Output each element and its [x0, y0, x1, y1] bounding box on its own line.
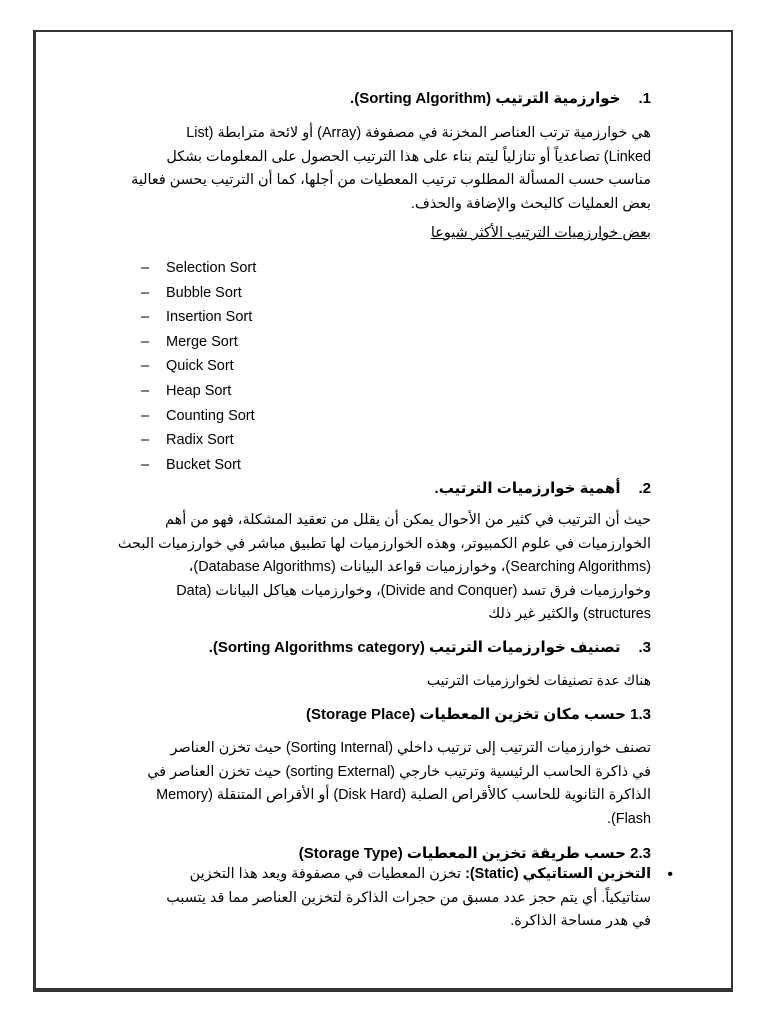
sort-name: Insertion Sort [166, 309, 253, 326]
paragraph-line: وخوارزميات فرق تسد (Divide and Conquer)، وخوارزميات هياكل البيانات (Data [176, 582, 651, 599]
paragraph-line: حيث أن الترتيب في كثير من الأحوال يمكن أن يقلل من تعقيد المشكلة، فهو من أهم [165, 512, 651, 528]
list-item [141, 404, 256, 429]
static-storage-term: التخزين الستاتيكي (Static): [465, 866, 651, 882]
section-2-3-heading: 2.3 حسب طريقة تخزين المعطيات (Storage Type) [298, 845, 651, 862]
paragraph-line: (Searching Algorithms)، وخوارزميات قواعد البيانات (Database Algorithms)، [188, 559, 651, 575]
section-1-heading [111, 89, 651, 107]
sort-name: Bucket Sort [166, 456, 241, 473]
dash-bullet: – [141, 407, 150, 424]
section-1-paragraph [111, 122, 651, 216]
section-2-number: 2. [638, 480, 651, 497]
dash-bullet: – [141, 382, 150, 399]
paragraph-line: بعض العمليات كالبحث والإضافة والحذف. [410, 195, 651, 212]
sort-name: Radix Sort [166, 432, 234, 449]
paragraph-line: structures) والكثير غير ذلك [488, 606, 651, 622]
list-item [141, 305, 256, 330]
section-2-title: أهمية خوارزميات الترتيب. [434, 480, 621, 497]
bullet-marker: • [667, 866, 673, 883]
list-item [141, 354, 256, 379]
section-1-3-heading: 1.3 حسب مكان تخزين المعطيات (Storage Place) [306, 706, 651, 723]
section-3-number: 3. [638, 639, 651, 656]
dash-bullet: – [141, 358, 150, 375]
list-item [141, 256, 256, 281]
paragraph-line: ستاتيكياً. أي يتم حجز عدد مسبق من حجرات الذاكرة لتخزين العناصر مما قد يتسبب [166, 889, 651, 906]
document-page [33, 30, 733, 992]
list-item [141, 379, 256, 404]
dash-bullet: – [141, 260, 150, 276]
section-3-heading [111, 638, 651, 656]
sort-name: Counting Sort [166, 407, 255, 424]
dash-bullet: – [141, 309, 150, 326]
paragraph-line: هي خوارزمية ترتب العناصر المخزنة في مصفوفة (Array) أو لائحة مترابطة (List [186, 125, 651, 141]
dash-bullet: – [141, 456, 150, 473]
sort-list [141, 256, 256, 477]
static-storage-bullet [106, 863, 673, 934]
paragraph-line: في هدر مساحة الذاكرة. [510, 913, 651, 929]
sort-name: Merge Sort [166, 333, 238, 350]
list-item [141, 453, 256, 478]
paragraph-line [106, 863, 651, 887]
paragraph-line: في ذاكرة الحاسب الرئيسية وترتيب خارجي (sorting External) حيث تخزن العناصر في [147, 763, 651, 780]
sort-name: Selection Sort [166, 260, 257, 276]
sort-name: Heap Sort [166, 382, 232, 399]
static-storage-desc: تخزن المعطيات في مصفوفة ويعد هذا التخزين [189, 866, 466, 882]
dash-bullet: – [141, 333, 150, 350]
list-item [141, 281, 256, 306]
paragraph-line: مناسب حسب المسألة المطلوب ترتيب المعطيات من أجلها، كما أن الترتيب يحسن فعالية [131, 172, 651, 188]
section-1-number: 1. [638, 90, 651, 107]
paragraph-line: Linked) تصاعدياً أو تنازلياً ليتم بناء على هذا الترتيب الحصول على المعلومات بشكل [166, 148, 651, 165]
section-3-title: تصنيف خوارزميات الترتيب (Sorting Algorithms category). [208, 639, 621, 656]
sort-name: Bubble Sort [166, 284, 242, 301]
section-2-heading [111, 479, 651, 497]
paragraph-line: Flash). [607, 810, 651, 827]
section-1-3-paragraph [111, 737, 651, 831]
common-sorts-heading: بعض خوارزميات الترتيب الأكثر شيوعا [430, 225, 651, 241]
bullet-text [106, 863, 651, 934]
dash-bullet: – [141, 284, 150, 301]
dash-bullet: – [141, 432, 150, 449]
list-item [141, 330, 256, 355]
section-2-paragraph [111, 509, 651, 627]
paragraph-line: تصنف خوارزميات الترتيب إلى ترتيب داخلي (Sorting Internal) حيث تخزن العناصر [170, 740, 651, 756]
list-item [141, 428, 256, 453]
section-3-intro: هناك عدة تصنيفات لخوارزميات الترتيب [426, 672, 651, 688]
sort-name: Quick Sort [166, 358, 234, 375]
section-1-title: خوارزمية الترتيب (Sorting Algorithm). [350, 90, 621, 107]
paragraph-line: الذاكرة الثانوية للحاسب كالأقراص الصلبة (Disk Hard) أو الأقراص المتنقلة (Memory [156, 787, 651, 803]
paragraph-line: الخوارزميات في علوم الكمبيوتر، وهذه الخوارزميات لها تطبيق مباشر في خوارزميات البحث [117, 535, 651, 552]
